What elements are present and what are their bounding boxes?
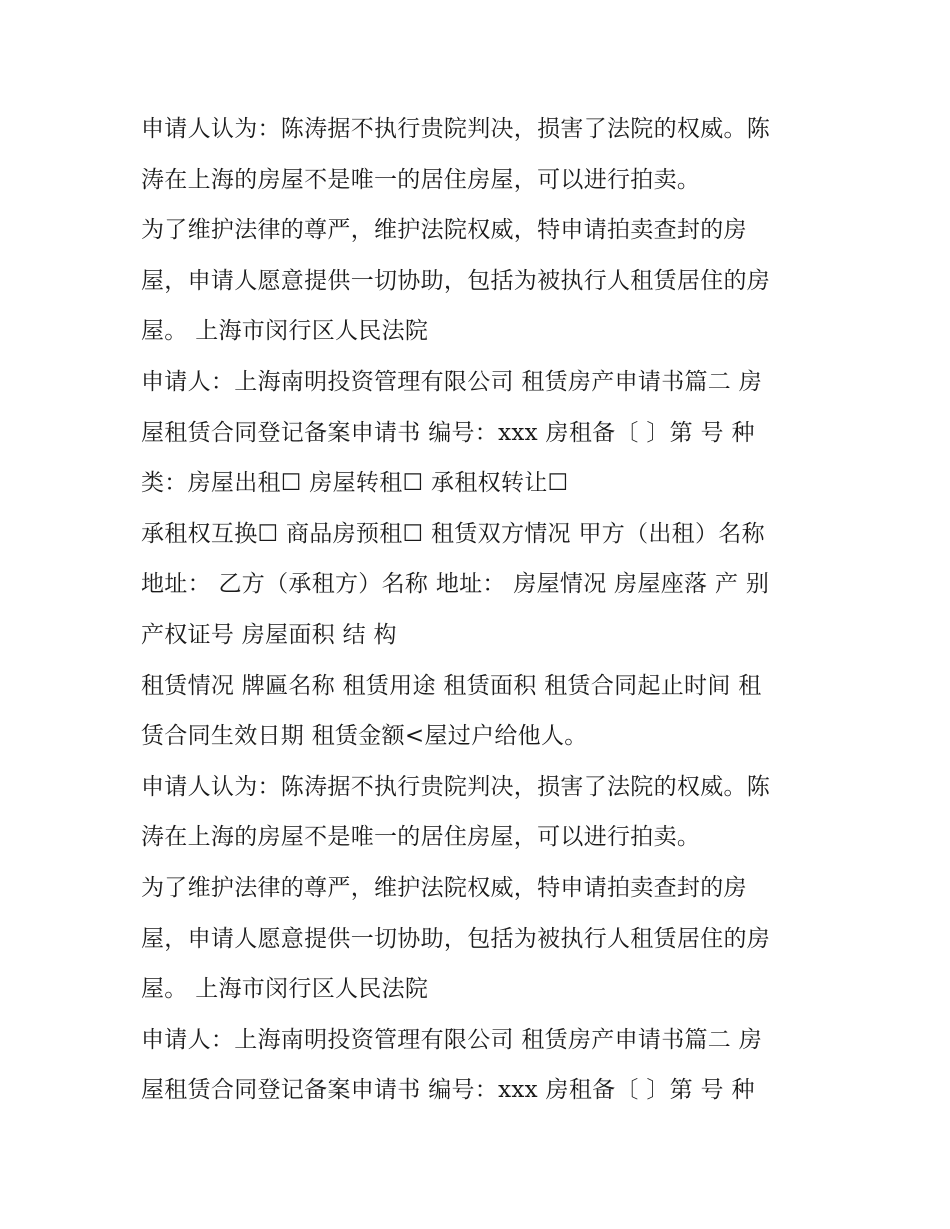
text-line-12: 租赁情况 牌匾名称 租赁用途 租赁面积 租赁合同起止时间 租 [141,672,762,699]
text-line-20: 屋租赁合同登记备案申请书 编号：xxx 房租备〔 〕第 号 种 [141,1077,755,1104]
text-line-15: 涛在上海的房屋不是唯一的居住房屋，可以进行拍卖。 [141,824,701,851]
text-line-3: 为了维护法律的尊严，维护法院权威，特申请拍卖查封的房 [141,217,747,244]
text-line-10: 地址： 乙方（承租方）名称 地址： 房屋情况 房屋座落 产 别 [141,571,770,598]
text-line-16: 为了维护法律的尊严，维护法院权威，特申请拍卖查封的房 [141,874,747,901]
text-line-13: 赁合同生效日期 租赁金额<屋过户给他人。 [141,723,588,750]
text-line-8: 类：房屋出租☐ 房屋转租☐ 承租权转让☐ [141,470,569,497]
text-line-18: 屋。 上海市闵行区人民法院 [141,976,429,1003]
text-line-2: 涛在上海的房屋不是唯一的居住房屋，可以进行拍卖。 [141,166,701,193]
text-line-9: 承租权互换☐ 商品房预租☐ 租赁双方情况 甲方（出租）名称 [141,520,765,547]
text-line-1: 申请人认为：陈涛据不执行贵院判决，损害了法院的权威。陈 [141,116,771,142]
text-line-19: 申请人：上海南明投资管理有限公司 租赁房产申请书篇二 房 [141,1026,763,1053]
text-line-6: 申请人：上海南明投资管理有限公司 租赁房产申请书篇二 房 [141,368,763,395]
document-body [141,104,821,1116]
text-line-14: 申请人认为：陈涛据不执行贵院判决，损害了法院的权威。陈 [141,773,771,800]
text-line-11: 产权证号 房屋面积 结 构 [141,621,397,648]
text-line-17: 屋，申请人愿意提供一切协助，包括为被执行人租赁居住的房 [141,925,771,952]
text-line-7: 屋租赁合同登记备案申请书 编号：xxx 房租备〔 〕第 号 种 [141,419,755,446]
text-line-5: 屋。 上海市闵行区人民法院 [141,318,429,345]
text-line-4: 屋，申请人愿意提供一切协助，包括为被执行人租赁居住的房 [141,267,771,294]
